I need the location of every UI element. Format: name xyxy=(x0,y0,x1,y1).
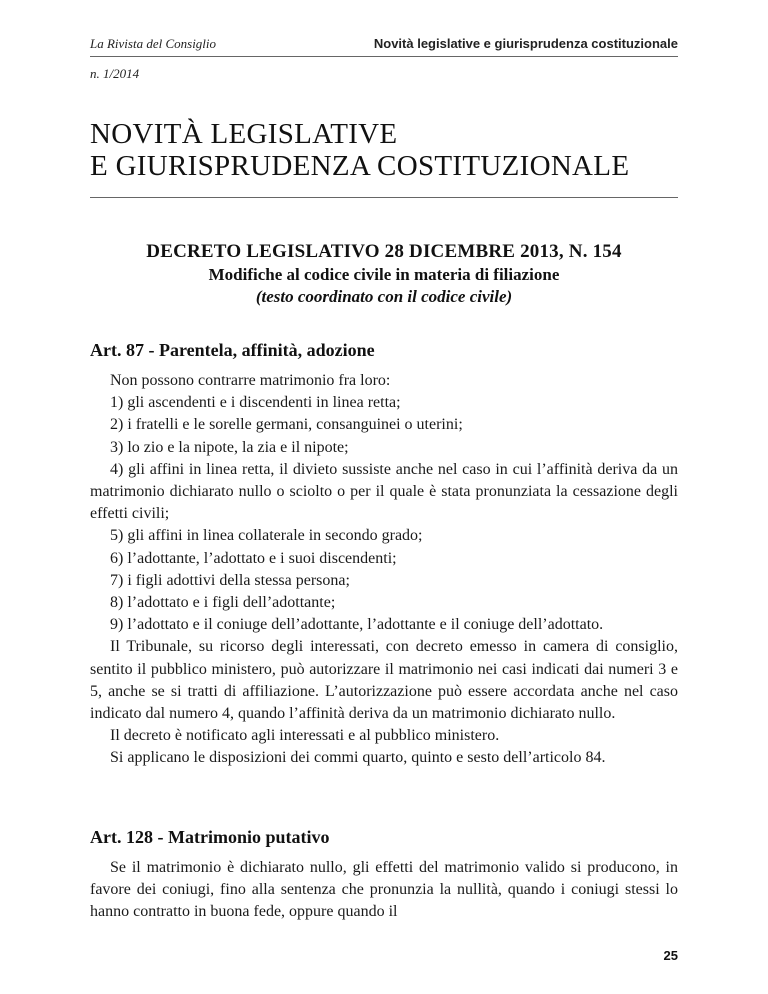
title-rule xyxy=(90,197,678,198)
paragraph: Non possono contrarre matrimonio fra loro: xyxy=(110,372,391,389)
list-item: 4) gli affini in linea retta, il divieto sussiste anche nel caso in cui l’affinità deriva da un matrimonio dichiarato nullo o sciolto o per il quale è stata pronunziata la cessazione degli effetti civili; xyxy=(90,460,678,523)
paragraph: Si applicano le disposizioni dei commi quarto, quinto e sesto dell’articolo 84. xyxy=(110,749,606,767)
decree-subtitle: Modifiche al codice civile in materia di filiazione xyxy=(208,265,560,284)
list-item: 6) l’adottante, l’adottato e i suoi discendenti; xyxy=(110,549,397,567)
page-title-line2: E GIURISPRUDENZA COSTITUZIONALE xyxy=(90,150,630,182)
paragraph: Il Tribunale, su ricorso degli interessati, con decreto emesso in camera di consiglio, sentito il pubblico ministero, può autorizzare il matrimonio nei casi indicati dai numeri 3 e 5, anche se si tratti di affiliazione. L’autorizzazione può essere accordata anche nel caso indicato dal numero 4, quando l’affinità deriva da un matrimonio dichiarato nullo. xyxy=(90,638,678,723)
list-item: 2) i fratelli e le sorelle germani, consanguinei o uterini; xyxy=(110,416,463,434)
issue-number: n. 1/2014 xyxy=(90,66,140,81)
list-item: 1) gli ascendenti e i discendenti in linea retta; xyxy=(110,394,401,412)
page-title xyxy=(90,118,690,182)
article-128-heading: Art. 128 - Matrimonio putativo xyxy=(90,827,330,847)
running-header-section: Novità legislative e giurisprudenza costituzionale xyxy=(373,36,678,51)
list-item: 5) gli affini in linea collaterale in secondo grado; xyxy=(110,527,423,545)
article-128-body xyxy=(90,857,678,924)
journal-name: La Rivista del Consiglio xyxy=(90,36,217,51)
list-item: 8) l’adottato e i figli dell’adottante; xyxy=(110,594,336,612)
page-number: 25 xyxy=(663,948,678,963)
list-item: 7) i figli adottivi della stessa persona; xyxy=(110,571,350,589)
header-rule xyxy=(90,56,678,57)
decree-title: DECRETO LEGISLATIVO 28 DICEMBRE 2013, N. 154 xyxy=(146,241,622,262)
list-item: 3) lo zio e la nipote, la zia e il nipote; xyxy=(110,438,349,456)
decree-note: (testo coordinato con il codice civile) xyxy=(255,287,513,306)
paragraph: Se il matrimonio è dichiarato nullo, gli effetti del matrimonio valido si producono, in favore dei coniugi, fino alla sentenza che pronunzia la nullità, quando i coniugi stessi lo hanno contratto in buona fede, oppure quando il xyxy=(90,859,678,921)
running-header-left xyxy=(90,36,216,94)
article-87-body xyxy=(90,370,678,770)
decree-heading xyxy=(90,240,678,308)
page-title-line1: NOVITÀ LEGISLATIVE xyxy=(90,118,398,150)
list-item: 9) l’adottato e il coniuge dell’adottante, l’adottante e il coniuge dell’adottato. xyxy=(110,616,604,634)
paragraph: Il decreto è notificato agli interessati e al pubblico ministero. xyxy=(110,727,500,745)
article-87-heading: Art. 87 - Parentela, affinità, adozione xyxy=(90,340,375,360)
